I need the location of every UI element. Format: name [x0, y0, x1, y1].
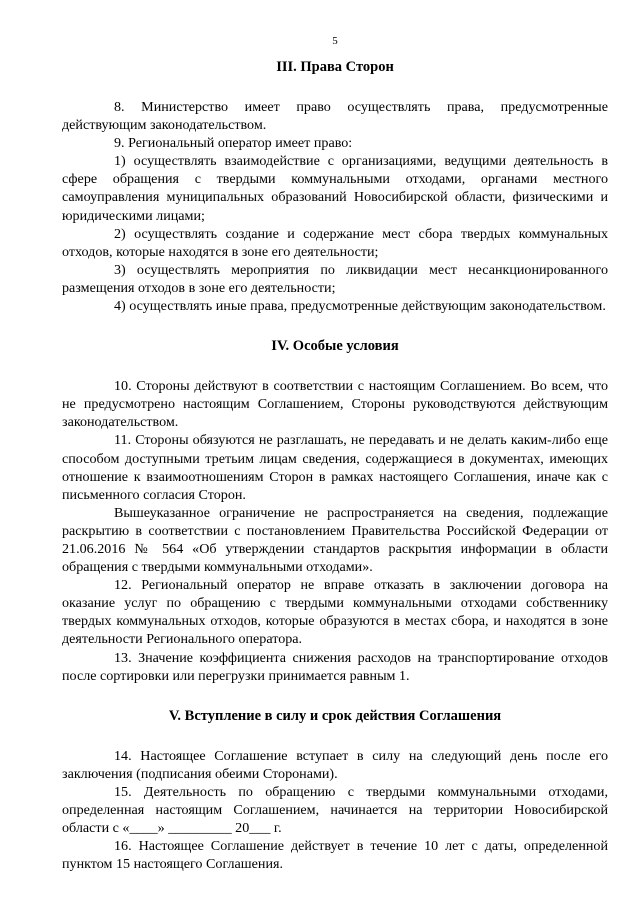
- paragraph: 16. Настоящее Соглашение действует в течение 10 лет с даты, определенной пунктом 15 настоящего Соглашения.: [62, 838, 608, 873]
- paragraph: 11. Стороны обязуются не разглашать, не передавать и не делать каким-либо еще способом доступными третьим лицам сведения, содержащиеся в документах, имеющих отношение к взаимоотношениям Сторон в рамках настоящего Соглашения, иначе как с письменного согласия Сторон.: [62, 432, 608, 503]
- paragraph: 8. Министерство имеет право осуществлять права, предусмотренные действующим законодательством.: [62, 99, 608, 134]
- paragraph: 9. Региональный оператор имеет право:: [114, 135, 353, 152]
- paragraph: 3) осуществлять мероприятия по ликвидации мест несанкционированного размещения отходов в зоне его деятельности;: [62, 261, 608, 296]
- paragraph: 2) осуществлять создание и содержание мест сбора твердых коммунальных отходов, которые находятся в зоне его деятельности;: [62, 225, 608, 260]
- paragraph: 12. Региональный оператор не вправе отказать в заключении договора на оказание услуг по обращению с твердыми коммунальными отходами собственнику твердых коммунальных отходов, которые образуются в местах сбора, и находятся в зоне деятельности Регионального оператора.: [62, 577, 608, 648]
- paragraph: 10. Стороны действуют в соответствии с настоящим Соглашением. Во всем, что не предусмотрено настоящим Соглашением, Стороны руководствуются действующим законодательством.: [62, 378, 608, 431]
- section-heading-special-conditions: IV. Особые условия: [271, 338, 399, 355]
- paragraph: 13. Значение коэффициента снижения расходов на транспортирование отходов после сортировки или перегрузки принимается равным 1.: [62, 649, 608, 684]
- section-heading-entry-into-force: V. Вступление в силу и срок действия Соглашения: [168, 707, 502, 724]
- paragraph: Вышеуказанное ограничение не распространяется на сведения, подлежащие раскрытию в соответствии с постановлением Правительства Российской Федерации от 21.06.2016 № 564 «Об утверждении стандартов раскрытия информации в области обращения с твердыми коммунальными отходами».: [62, 504, 608, 576]
- paragraph: 1) осуществлять взаимодействие с организациями, ведущими деятельность в сфере обращения с твердыми коммунальными отходами, органами местного самоуправления муниципальных образований Новосибирской области, физическими и юридическими лицами;: [62, 153, 608, 224]
- paragraph: 15. Деятельность по обращению с твердыми коммунальными отходами, определенная настоящим Соглашением, начинается на территории Новосибирской области с «____» _________ 20___ г.: [62, 783, 608, 837]
- section-heading-rights: III. Права Сторон: [276, 59, 394, 75]
- paragraph: 14. Настоящее Соглашение вступает в силу на следующий день после его заключения (подписания обеими Сторонами).: [62, 747, 608, 782]
- page-number: 5: [332, 35, 338, 47]
- paragraph: 4) осуществлять иные права, предусмотренные действующим законодательством.: [114, 298, 606, 315]
